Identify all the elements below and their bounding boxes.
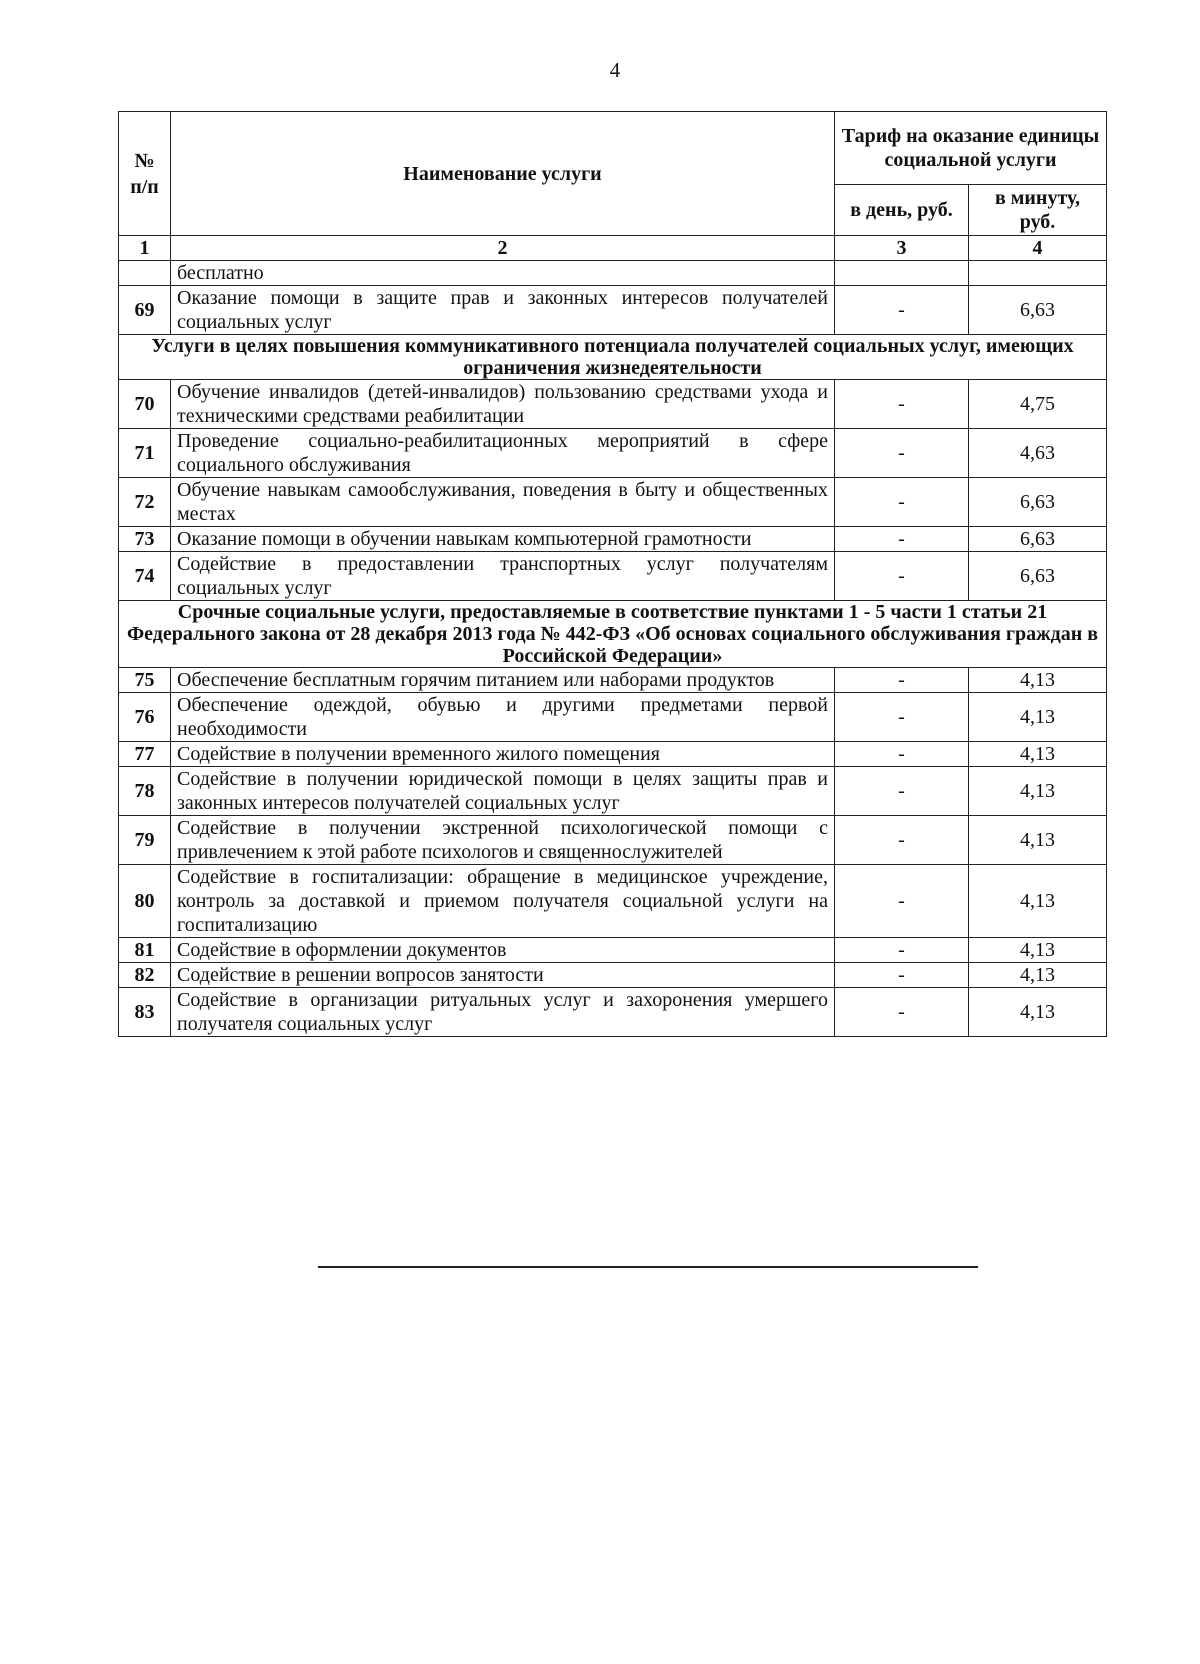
table-row bbox=[119, 478, 1107, 527]
tariff-minute: 4,13 bbox=[969, 668, 1107, 693]
table-row bbox=[119, 527, 1107, 552]
row-number: 71 bbox=[119, 429, 171, 478]
table-row bbox=[119, 988, 1107, 1037]
tariff-minute: 4,13 bbox=[969, 693, 1107, 742]
service-name: Проведение социально-реабилитационных мероприятий в сфере социального обслуживания bbox=[171, 429, 835, 478]
column-index-row bbox=[119, 236, 1107, 261]
index-cell: 2 bbox=[171, 236, 835, 261]
tariff-table bbox=[118, 111, 1107, 1037]
service-name: Оказание помощи в обучении навыкам компьютерной грамотности bbox=[171, 527, 835, 552]
service-name: Содействие в получении экстренной психологической помощи с привлечением к этой работе психологов и священнослужителей bbox=[171, 816, 835, 865]
row-number: 70 bbox=[119, 380, 171, 429]
row-number: 82 bbox=[119, 963, 171, 988]
service-name: бесплатно bbox=[171, 261, 835, 286]
service-name: Обучение инвалидов (детей-инвалидов) пользованию средствами ухода и техническими средствами реабилитации bbox=[171, 380, 835, 429]
tariff-minute: 4,13 bbox=[969, 816, 1107, 865]
section-heading-row bbox=[119, 601, 1107, 668]
service-name: Содействие в предоставлении транспортных услуг получателям социальных услуг bbox=[171, 552, 835, 601]
row-number: 78 bbox=[119, 767, 171, 816]
header-per-day: в день, руб. bbox=[835, 185, 969, 236]
tariff-day: - bbox=[835, 478, 969, 527]
tariff-day bbox=[835, 261, 969, 286]
row-number: 75 bbox=[119, 668, 171, 693]
tariff-day: - bbox=[835, 865, 969, 938]
section-heading: Услуги в целях повышения коммуникативного потенциала получателей социальных услуг, имеющих ограничения жизнедеятельности bbox=[119, 335, 1107, 380]
tariff-minute: 6,63 bbox=[969, 527, 1107, 552]
row-number: 79 bbox=[119, 816, 171, 865]
row-number: 74 bbox=[119, 552, 171, 601]
page-number: 4 bbox=[609, 58, 621, 82]
table-row bbox=[119, 963, 1107, 988]
table-row bbox=[119, 552, 1107, 601]
table-row bbox=[119, 429, 1107, 478]
tariff-day: - bbox=[835, 816, 969, 865]
header-tariff: Тариф на оказание единицы социальной услуги bbox=[835, 112, 1107, 185]
tariff-minute: 4,13 bbox=[969, 988, 1107, 1037]
tariff-minute: 4,13 bbox=[969, 938, 1107, 963]
table-header bbox=[119, 112, 1107, 236]
header-per-minute: в минуту, руб. bbox=[969, 185, 1107, 236]
tariff-minute: 6,63 bbox=[969, 478, 1107, 527]
tariff-minute: 6,63 bbox=[969, 552, 1107, 601]
index-cell: 3 bbox=[835, 236, 969, 261]
table-row bbox=[119, 938, 1107, 963]
tariff-day: - bbox=[835, 380, 969, 429]
index-cell: 1 bbox=[119, 236, 171, 261]
tariff-day: - bbox=[835, 963, 969, 988]
table-row bbox=[119, 767, 1107, 816]
tariff-day: - bbox=[835, 286, 969, 335]
row-number: 76 bbox=[119, 693, 171, 742]
table-row bbox=[119, 286, 1107, 335]
tariff-day: - bbox=[835, 988, 969, 1037]
tariff-minute bbox=[969, 261, 1107, 286]
continuation-row bbox=[119, 261, 1107, 286]
tariff-day: - bbox=[835, 767, 969, 816]
tariff-day: - bbox=[835, 527, 969, 552]
table-row bbox=[119, 865, 1107, 938]
service-name: Содействие в организации ритуальных услуг и захоронения умершего получателя социальных услуг bbox=[171, 988, 835, 1037]
tariff-day: - bbox=[835, 668, 969, 693]
row-number: 81 bbox=[119, 938, 171, 963]
table-row bbox=[119, 380, 1107, 429]
service-name: Обеспечение одеждой, обувью и другими предметами первой необходимости bbox=[171, 693, 835, 742]
service-name: Обеспечение бесплатным горячим питанием или наборами продуктов bbox=[171, 668, 835, 693]
row-number: 77 bbox=[119, 742, 171, 767]
closing-line bbox=[318, 1266, 978, 1268]
tariff-minute: 4,13 bbox=[969, 865, 1107, 938]
table-row bbox=[119, 693, 1107, 742]
table-row bbox=[119, 816, 1107, 865]
row-number: 83 bbox=[119, 988, 171, 1037]
tariff-day: - bbox=[835, 552, 969, 601]
index-cell: 4 bbox=[969, 236, 1107, 261]
service-name: Обучение навыкам самообслуживания, поведения в быту и общественных местах bbox=[171, 478, 835, 527]
row-number: 69 bbox=[119, 286, 171, 335]
section-heading: Срочные социальные услуги, предоставляемые в соответствие пунктами 1 - 5 части 1 статьи 21 Федерального закона от 28 декабря 2013 года № 442-ФЗ «Об основах социального обслуживания граждан в Российской Федерации» bbox=[119, 601, 1107, 668]
section-heading-row bbox=[119, 335, 1107, 380]
tariff-minute: 4,75 bbox=[969, 380, 1107, 429]
row-number: 72 bbox=[119, 478, 171, 527]
row-number: 80 bbox=[119, 865, 171, 938]
tariff-day: - bbox=[835, 742, 969, 767]
service-name: Оказание помощи в защите прав и законных интересов получателей социальных услуг bbox=[171, 286, 835, 335]
tariff-minute: 4,13 bbox=[969, 767, 1107, 816]
tariff-minute: 4,13 bbox=[969, 742, 1107, 767]
tariff-day: - bbox=[835, 429, 969, 478]
table-row bbox=[119, 742, 1107, 767]
row-number bbox=[119, 261, 171, 286]
service-name: Содействие в госпитализации: обращение в медицинское учреждение, контроль за доставкой и приемом получателя социальной услуги на госпитализацию bbox=[171, 865, 835, 938]
row-number: 73 bbox=[119, 527, 171, 552]
service-name: Содействие в получении юридической помощи в целях защиты прав и законных интересов получателей социальных услуг bbox=[171, 767, 835, 816]
header-service-name: Наименование услуги bbox=[171, 112, 835, 236]
tariff-minute: 4,13 bbox=[969, 963, 1107, 988]
table-row bbox=[119, 668, 1107, 693]
header-number: № п/п bbox=[119, 112, 171, 236]
table-body bbox=[119, 236, 1107, 1037]
service-name: Содействие в оформлении документов bbox=[171, 938, 835, 963]
service-name: Содействие в решении вопросов занятости bbox=[171, 963, 835, 988]
tariff-day: - bbox=[835, 693, 969, 742]
tariff-minute: 4,63 bbox=[969, 429, 1107, 478]
tariff-minute: 6,63 bbox=[969, 286, 1107, 335]
tariff-day: - bbox=[835, 938, 969, 963]
service-name: Содействие в получении временного жилого помещения bbox=[171, 742, 835, 767]
